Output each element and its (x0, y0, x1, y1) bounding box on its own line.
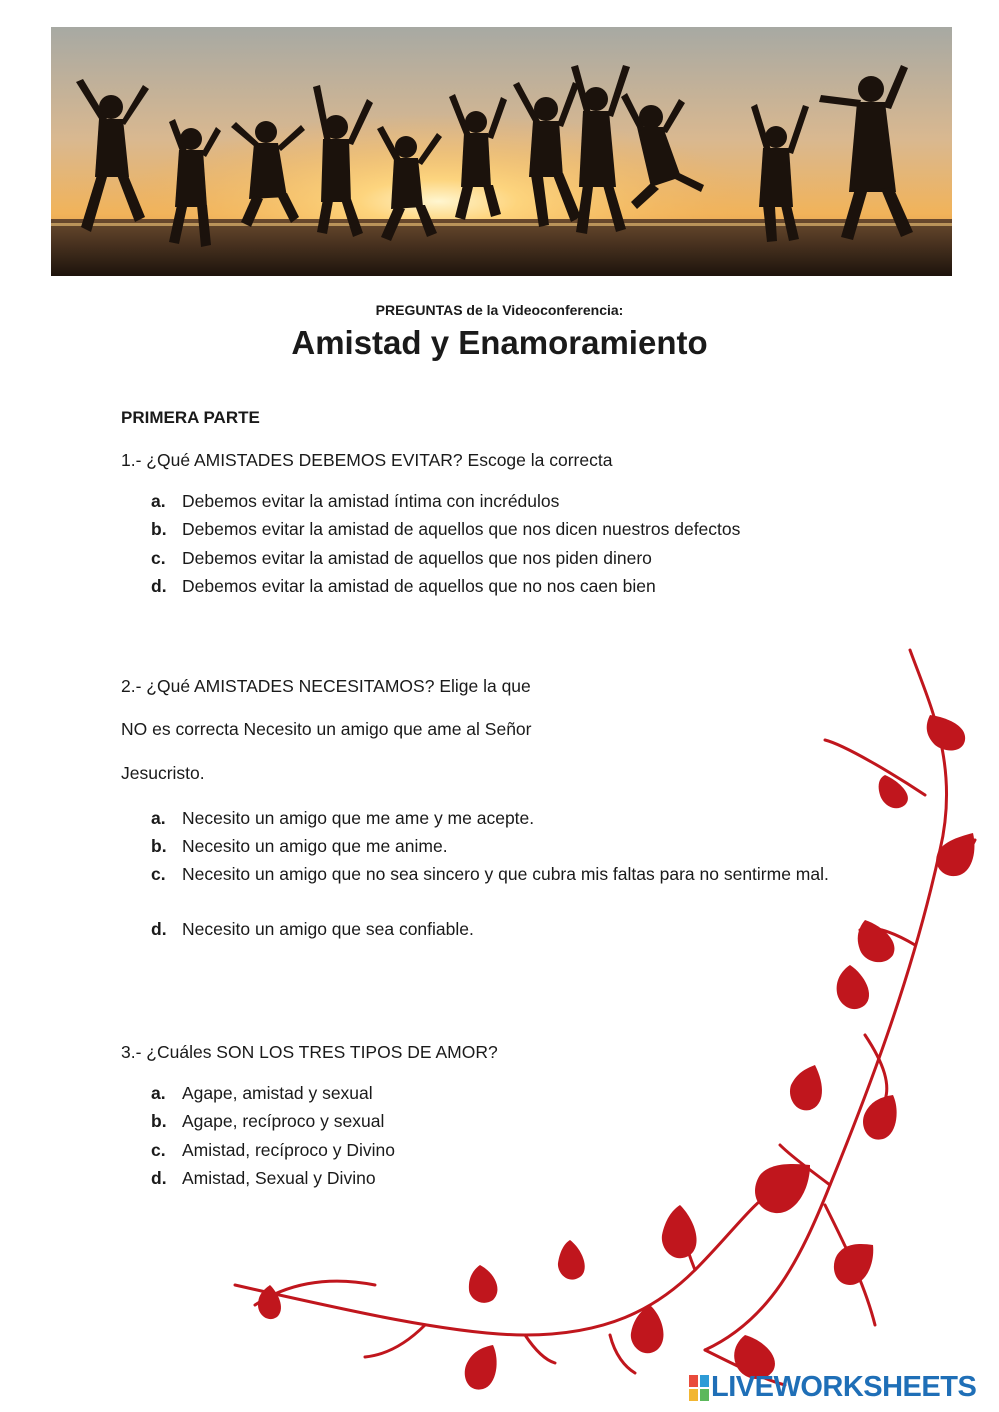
option-text: Necesito un amigo que me anime. (182, 836, 448, 856)
question-3-option-b[interactable] (151, 1108, 891, 1135)
option-text: Necesito un amigo que me ame y me acepte. (182, 808, 535, 828)
header-banner-image (51, 27, 952, 276)
option-letter: d. (151, 1168, 167, 1188)
question-3-option-d[interactable] (151, 1165, 891, 1192)
sunset-jumping-people-illustration (51, 27, 952, 276)
option-letter: d. (151, 919, 167, 939)
option-text: Necesito un amigo que sea confiable. (182, 919, 474, 939)
question-2-prompt: 2.- ¿Qué AMISTADES NECESITAMOS? Elige la que (121, 676, 531, 696)
question-1-option-c[interactable] (151, 545, 891, 572)
option-letter: c. (151, 548, 166, 568)
question-1-option-b[interactable] (151, 516, 891, 543)
option-text: Amistad, recíproco y Divino (182, 1140, 395, 1160)
liveworksheets-wordmark: LIVEWORKSHEETS (711, 1371, 977, 1403)
question-1-prompt: 1.- ¿Qué AMISTADES DEBEMOS EVITAR? Escoge la correcta (121, 450, 613, 470)
question-2-option-a[interactable] (151, 805, 891, 832)
document-subtitle: PREGUNTAS de la Videoconferencia: (375, 302, 624, 318)
option-text: Debemos evitar la amistad de aquellos que nos dicen nuestros defectos (182, 519, 741, 539)
option-letter: b. (151, 519, 167, 539)
option-letter: a. (151, 808, 166, 828)
liveworksheets-brand (689, 1371, 989, 1405)
option-text: Agape, amistad y sexual (182, 1083, 373, 1103)
option-text: Agape, recíproco y sexual (182, 1111, 385, 1131)
question-3-option-a[interactable] (151, 1080, 891, 1107)
option-text: Necesito un amigo que no sea sincero y que cubra mis faltas para no sentirme mal. (182, 864, 829, 884)
option-text: Amistad, Sexual y Divino (182, 1168, 376, 1188)
question-1-option-d[interactable] (151, 573, 891, 600)
option-letter: b. (151, 836, 167, 856)
option-letter: c. (151, 1140, 166, 1160)
document-title: Amistad y Enamoramiento (291, 324, 708, 361)
option-text: Debemos evitar la amistad de aquellos que nos piden dinero (182, 548, 652, 568)
question-2-prompt-line-2: NO es correcta Necesito un amigo que ame al Señor (121, 719, 532, 739)
question-2-option-d[interactable] (151, 916, 891, 943)
question-3-prompt: 3.- ¿Cuáles SON LOS TRES TIPOS DE AMOR? (121, 1042, 498, 1062)
option-letter: a. (151, 491, 166, 511)
option-letter: b. (151, 1111, 167, 1131)
option-letter: c. (151, 864, 166, 884)
option-letter: d. (151, 576, 167, 596)
option-letter: a. (151, 1083, 166, 1103)
question-2-prompt-line-3: Jesucristo. (121, 763, 205, 783)
question-1-option-a[interactable] (151, 488, 891, 515)
liveworksheets-logo-icon (689, 1375, 709, 1401)
heart-vine-decoration (225, 645, 999, 1412)
option-text: Debemos evitar la amistad de aquellos que no nos caen bien (182, 576, 656, 596)
section-label: PRIMERA PARTE (121, 408, 260, 427)
question-2-option-b[interactable] (151, 833, 891, 860)
option-text: Debemos evitar la amistad íntima con incrédulos (182, 491, 560, 511)
question-3-option-c[interactable] (151, 1137, 891, 1164)
question-2-option-c[interactable] (151, 861, 891, 888)
